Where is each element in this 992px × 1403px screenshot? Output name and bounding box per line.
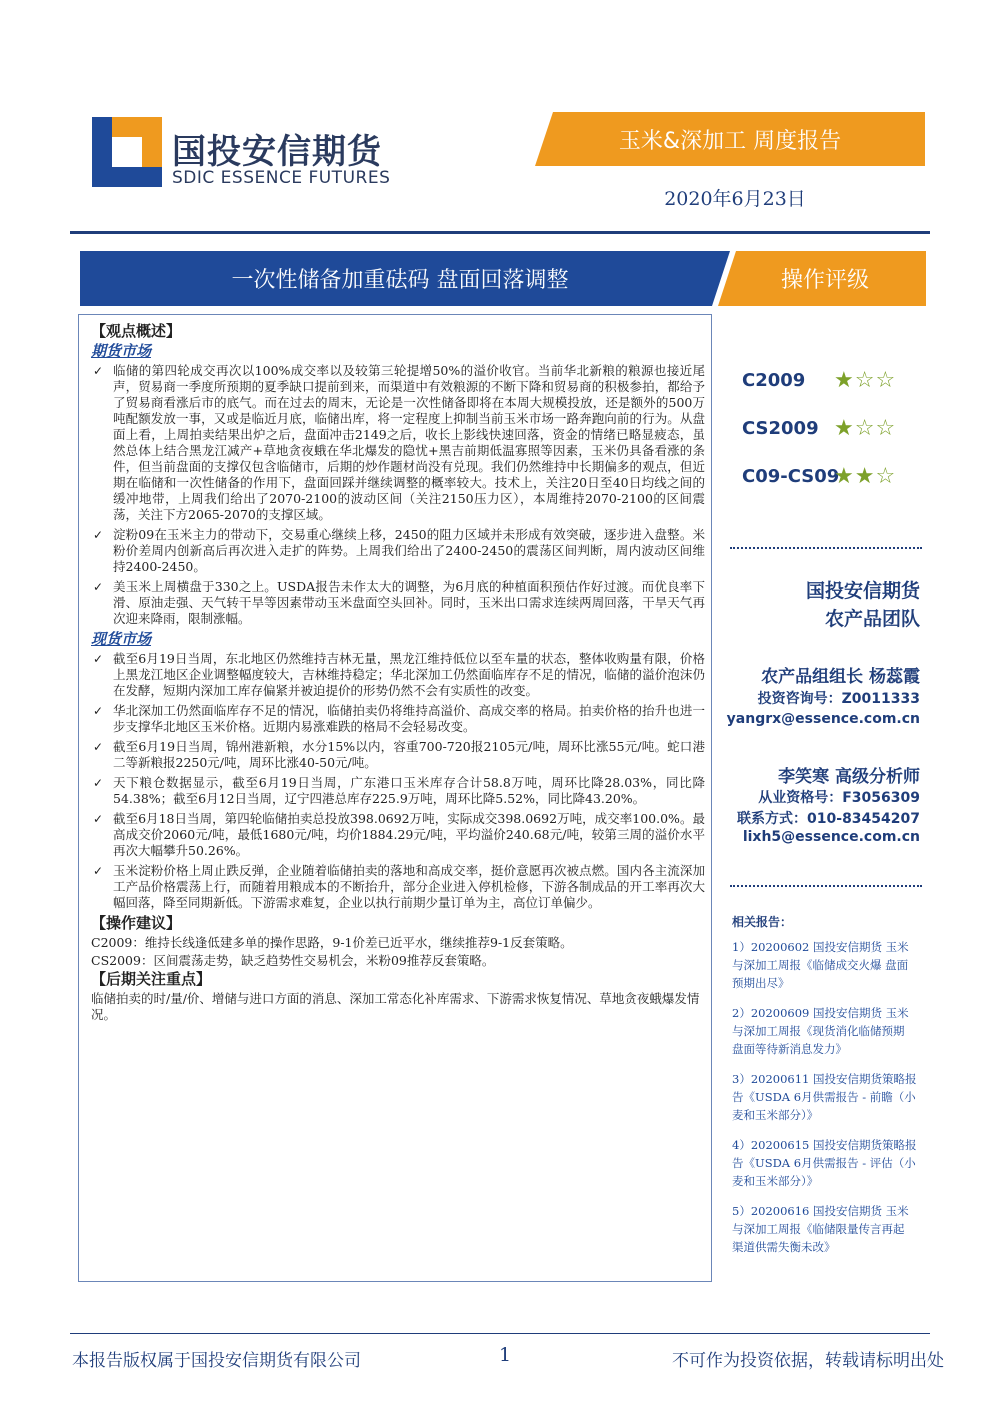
checkmark-icon: ✓ [93, 364, 104, 378]
star-rating-icon: ★☆☆ [834, 416, 897, 441]
futures-heading: 期货市场 [91, 342, 152, 360]
related-item[interactable]: 2）20200609 国投安信期货 玉米与深加工周报《现货消化临储预期 盘面等待新消息发力》 [732, 1006, 909, 1056]
spot-list [91, 651, 705, 911]
divider [70, 1333, 930, 1334]
checkmark-icon: ✓ [93, 812, 104, 826]
lead-license: 投资咨询号：Z0011333 [757, 691, 920, 707]
list-item: ✓ 天下粮仓数据显示，截至6月19日当周，广东港口玉米库存合计58.8万吨，周环比降28.03%，同比降54.38%；截至6月12日当周，辽宁四港总库存225.9万吨，周环比降5.52%，同比降43.20%。 [93, 775, 705, 806]
rating-row [742, 466, 932, 494]
divider [70, 231, 930, 234]
related-item[interactable]: 4）20200615 国投安信期货策略报告《USDA 6月供需报告 - 评估（小麦和玉米部分）》 [732, 1138, 917, 1188]
logo-icon [92, 117, 162, 187]
lead-email: yangrx@essence.com.cn [726, 711, 920, 727]
main-content [91, 321, 705, 1025]
rating-code: C09-CS09 [742, 466, 840, 487]
star-rating-icon: ★★☆ [834, 464, 897, 489]
related-item[interactable]: 5）20200616 国投安信期货 玉米与深加工周报《临储限量传言再起 渠道供需失衡未改》 [732, 1204, 909, 1254]
list-item: ✓ 美玉米上周横盘于330之上。USDA报告未作太大的调整，为6月底的种植面积预估作好过渡。而优良率下滑、原油走强、天气转干旱等因素带动玉米盘面空头回补。同时，玉米出口需求连续两周回落，干旱天气再次迎来降雨，限制涨幅。 [93, 579, 705, 626]
logo-text: 国投安信期货 [172, 132, 382, 172]
star-rating-icon: ★☆☆ [834, 368, 897, 393]
related-heading: 相关报告： [732, 915, 793, 929]
rating-code: C2009 [742, 370, 806, 391]
page-number: 1 [498, 1344, 512, 1366]
checkmark-icon: ✓ [93, 528, 104, 542]
report-tag: 玉米&深加工 周度报告 [618, 129, 842, 154]
divider [730, 547, 922, 549]
related-item[interactable]: 3）20200611 国投安信期货策略报告《USDA 6月供需报告 - 前瞻（小麦和玉米部分）》 [732, 1072, 917, 1122]
list-item: ✓ 截至6月18日当周，第四轮临储拍卖总投放398.0692万吨，实际成交398.0692万吨，成交率100.0%。最高成交价2060元/吨，最低1680元/吨，均价1884.29元/吨，平均溢价240.68元/吨，较第三周的溢价水平再次大幅攀升50.26%。 [93, 811, 705, 858]
advice-item: CS2009：区间震荡走势，缺乏趋势性交易机会，米粉09推荐反套策略。 [91, 953, 495, 968]
futures-list [91, 363, 705, 627]
footer-disclaimer: 不可作为投资依据，转载请标明出处 [672, 1351, 944, 1371]
list-item: ✓ 玉米淀粉价格上周止跌反弹，企业随着临储拍卖的落地和高成交率，挺价意愿再次被点燃。国内各主流深加工产品价格震荡上行，而随着用粮成本的不断抬升，部分企业进入停机检修，下游各制成品的开工率再次大幅回落，降至同期新低。下游需求难复，企业以执行前期少量订单为主，高位订单偏少。 [93, 863, 705, 910]
checkmark-icon: ✓ [93, 652, 104, 666]
checkmark-icon: ✓ [93, 580, 104, 594]
rating-label: 操作评级 [780, 268, 869, 293]
analyst-phone: 联系方式：010-83454207 [737, 811, 920, 827]
overview-heading: 【观点概述】 [91, 322, 182, 340]
report-date: 2020年6月23日 [664, 188, 806, 210]
spot-heading: 现货市场 [91, 630, 152, 648]
main-content-box [78, 314, 712, 1282]
lead-title: 农产品组组长 杨蕊霞 [761, 667, 920, 687]
checkmark-icon: ✓ [93, 776, 104, 790]
rating-row [742, 370, 932, 398]
logo-subtext: SDIC ESSENCE FUTURES [172, 168, 391, 188]
related-item[interactable]: 1）20200602 国投安信期货 玉米与深加工周报《临储成交火爆 盘面预期出尽》 [732, 940, 909, 990]
footer-copyright: 本报告版权属于国投安信期货有限公司 [72, 1351, 361, 1371]
list-item: ✓ 华北深加工仍然面临库存不足的情况，临储拍卖仍将维持高溢价、高成交率的格局。拍卖价格的抬升也进一步支撑华北地区玉米价格。近期内易涨难跌的格局不会轻易改变。 [93, 703, 705, 734]
checkmark-icon: ✓ [93, 740, 104, 754]
list-item: ✓ 淀粉09在玉米主力的带动下，交易重心继续上移，2450的阻力区域并未形成有效突破，逐步进入盘整。米粉价差周内创新高后再次进入走扩的阵势。上周我们给出了2400-2450的震荡区间判断，周内波动区间维持2400-2450。 [93, 527, 705, 574]
analyst-title: 李笑寒 高级分析师 [778, 767, 920, 787]
rating-code: CS2009 [742, 418, 819, 439]
analyst-license: 从业资格号：F3056309 [758, 790, 920, 806]
checkmark-icon: ✓ [93, 704, 104, 718]
divider [730, 885, 922, 887]
checkmark-icon: ✓ [93, 864, 104, 878]
related-list [732, 938, 918, 1268]
focus-heading: 【后期关注重点】 [91, 970, 212, 988]
rating-row [742, 418, 932, 446]
list-item: ✓ 临储的第四轮成交再次以100%成交率以及较第三轮提增50%的溢价收官。当前华北新粮的粮源也接近尾声，贸易商一季度所预期的夏季缺口提前到来，而渠道中有效粮源的不断下降和贸易商的积极参拍，都给予了贸易商看涨后市的底气。而在过去的周末，无论是一次性储备即将在本周大规模投放，还是额外的500万吨配额发放一事，又或是临近月底，临储出库，将一定程度上抑制当前玉米市场一路奔跑向前的行为。从盘面上看，上周拍卖结果出炉之后，盘面冲击2149之后，收长上影线快速回落，资金的情绪已略显疲态，虽然总体上结合黑龙江减产+草地贪夜蛾在华北爆发的隐忧+黑吉前期低温寡照等因素，玉米仍具备看涨的条件，但当前盘面的支撑仅包含临储市，后期的炒作题材尚没有兑现。我们仍然维持中长期偏多的观点，但近期在临储和一次性储备的作用下，盘面回踩并继续调整的概率较大。技术上，关注20日至40日均线之间的缓冲地带，上周我们给出了2070-2100的波动区间（关注2150压力区），本周维持2070-2100的区间震荡，关注下方2065-2070的支撑区域。 [93, 363, 705, 522]
list-item: ✓ 截至6月19日当周，锦州港新粮，水分15%以内，容重700-720报2105元/吨，周环比涨55元/吨。蛇口港二等新粮报2250元/吨，周环比涨40-50元/吨。 [93, 739, 705, 770]
focus-text: 临储拍卖的时/量/价、增储与进口方面的消息、深加工常态化补库需求、下游需求恢复情况、草地贪夜蛾爆发情况。 [91, 991, 700, 1022]
advice-heading: 【操作建议】 [91, 914, 182, 932]
list-item: ✓ 截至6月19日当周，东北地区仍然维持吉林无量，黑龙江维持低位以至车量的状态，整体收购量有限，价格上黑龙江地区企业调整幅度较大，吉林维持稳定；华北深加工仍然面临库存不足的情况，临储的溢价泡沫仍在发酵，短期内深加工库存偏紧并被迫提价的形势仍然不会有实质性的改变。 [93, 651, 705, 698]
page-title: 一次性储备加重砝码 盘面回落调整 [231, 268, 569, 293]
team-name: 农产品团队 [824, 608, 920, 630]
analyst-email: lixh5@essence.com.cn [742, 829, 920, 845]
advice-item: C2009：维持长线逢低建多单的操作思路，9-1价差已近平水，继续推荐9-1反套策略。 [91, 935, 573, 950]
team-company: 国投安信期货 [805, 580, 920, 602]
